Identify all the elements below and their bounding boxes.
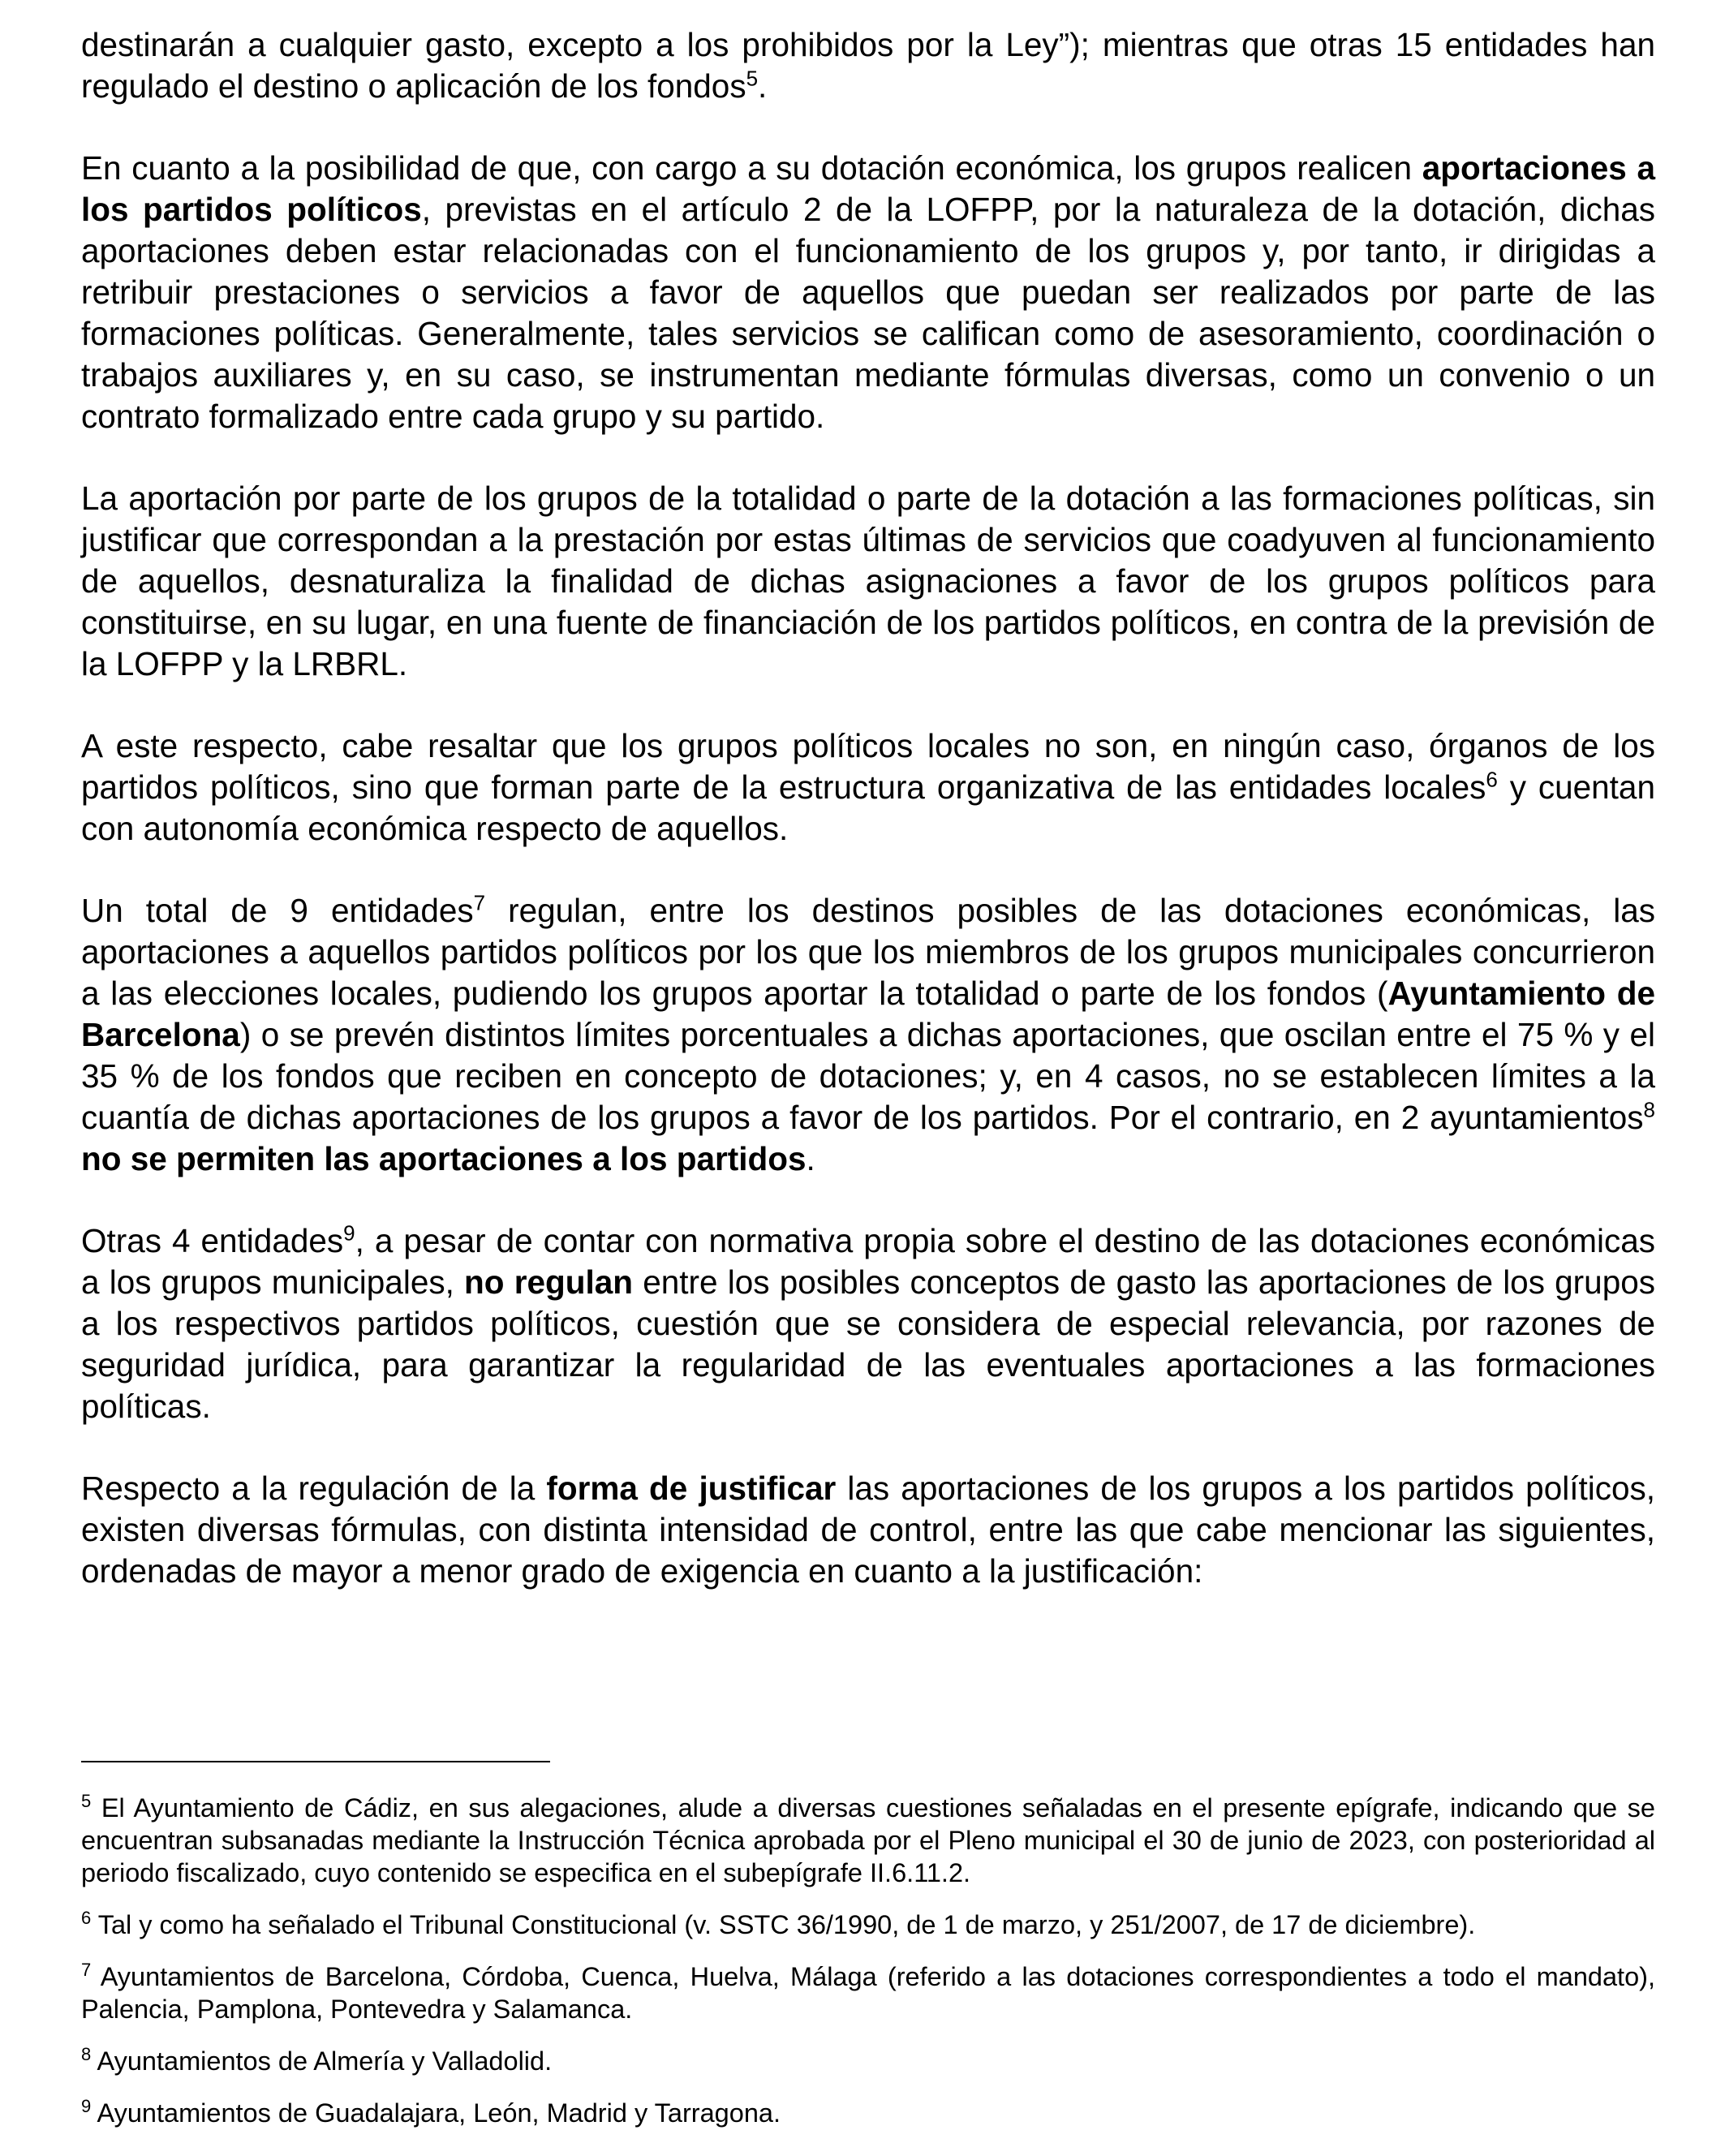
footnote-reference: 8 <box>1643 1097 1655 1122</box>
paragraph <box>81 478 1655 685</box>
paragraph <box>81 890 1655 1180</box>
footnote <box>81 1792 1655 1889</box>
footnote-text: El Ayuntamiento de Cádiz, en sus alegaciones, alude a diversas cuestiones señaladas en el presente epígrafe, indicando que se encuentran subsanadas mediante la Instrucción Técnica aprobada por el Pleno municipal el 30 de junio de 2023, con posterioridad al periodo fiscalizado, cuyo contenido se especifica en el subepígrafe II.6.11.2. <box>81 1793 1655 1887</box>
paragraph <box>81 1468 1655 1592</box>
paragraph-text: . <box>758 67 768 105</box>
paragraph-text: ) o se prevén distintos límites porcentuales a dichas aportaciones, que oscilan entre el 75 % y el 35 % de los fondos que reciben en concepto de dotaciones; y, en 4 casos, no se establecen límites a la cuantía de dichas aportaciones de los grupos a favor de los partidos. Por el contrario, en 2 ayuntamientos <box>81 1016 1655 1136</box>
footnote-number: 6 <box>81 1908 92 1929</box>
paragraph-text: entre los posibles conceptos de gasto las aportaciones de los grupos a los respectivos partidos políticos, cuestión que se considera de especial relevancia, por razones de seguridad jurídica, para garantizar la regularidad de las eventuales aportaciones a las formaciones políticas. <box>81 1263 1655 1425</box>
footnote-separator <box>81 1761 550 1762</box>
footnote-number: 8 <box>81 2044 92 2065</box>
document-body <box>81 24 1655 1633</box>
paragraph-text: y cuentan con autonomía económica respecto de aquellos. <box>81 768 1655 847</box>
bold-text: aportaciones a los partidos políticos <box>81 149 1656 228</box>
paragraph-text: destinarán a cualquier gasto, excepto a los prohibidos por la Ley”); mientras que otras 15 entidades han regulado el destino o aplicación de los fondos <box>81 26 1655 105</box>
footnote-text: Ayuntamientos de Barcelona, Córdoba, Cuenca, Huelva, Málaga (referido a las dotaciones correspondientes a todo el mandato), Palencia, Pamplona, Pontevedra y Salamanca. <box>81 1962 1655 2024</box>
paragraph-text: A este respecto, cabe resaltar que los grupos políticos locales no son, en ningún caso, órganos de los partidos políticos, sino que forman parte de la estructura organizativa de las entidades locales <box>81 727 1655 806</box>
footnote <box>81 1960 1655 2025</box>
paragraph <box>81 1220 1655 1427</box>
footnote <box>81 1909 1655 1941</box>
footnotes-section <box>81 1761 1655 2149</box>
footnote-text: Ayuntamientos de Guadalajara, León, Madrid y Tarragona. <box>91 2098 781 2128</box>
footnote-number: 9 <box>81 2096 92 2117</box>
paragraph <box>81 148 1655 437</box>
footnote-reference: 9 <box>343 1220 355 1246</box>
footnote-number: 7 <box>81 1960 92 1981</box>
bold-text: no regulan <box>464 1263 634 1301</box>
paragraph-text: , previstas en el artículo 2 de la LOFPP, por la naturaleza de la dotación, dichas aportaciones deben estar relacionadas con el funcionamiento de los grupos y, por tanto, ir dirigidas a retribuir prestaciones o servicios a favor de aquellos que puedan ser realizados por parte de las formaciones políticas. Generalmente, tales servicios se califican como de asesoramiento, coordinación o trabajos auxiliares y, en su caso, se instrumentan mediante fórmulas diversas, como un convenio o un contrato formalizado entre cada grupo y su partido. <box>81 191 1655 435</box>
footnote-text: Tal y como ha señalado el Tribunal Constitucional (v. SSTC 36/1990, de 1 de marzo, y 251/2007, de 17 de diciembre). <box>91 1910 1476 1939</box>
footnote <box>81 2097 1655 2129</box>
footnote-reference: 6 <box>1486 767 1498 792</box>
footnote-number: 5 <box>81 1791 92 1812</box>
paragraph-text: La aportación por parte de los grupos de la totalidad o parte de la dotación a las formaciones políticas, sin justificar que correspondan a la prestación por estas últimas de servicios que coadyuven al funcionamiento de aquellos, desnaturaliza la finalidad de dichas asignaciones a favor de los grupos políticos para constituirse, en su lugar, en una fuente de financiación de los partidos políticos, en contra de la previsión de la LOFPP y la LRBRL. <box>81 480 1655 682</box>
footnote-reference: 5 <box>746 66 759 91</box>
bold-text: Ayuntamiento de Barcelona <box>81 975 1655 1053</box>
footnote <box>81 2045 1655 2077</box>
footnote-text: Ayuntamientos de Almería y Valladolid. <box>91 2046 553 2076</box>
paragraph-text: las aportaciones de los grupos a los partidos políticos, existen diversas fórmulas, con distinta intensidad de control, entre las que cabe mencionar las siguientes, ordenadas de mayor a menor grado de exigencia en cuanto a la justificación: <box>81 1470 1656 1590</box>
paragraph-text: regulan, entre los destinos posibles de las dotaciones económicas, las aportaciones a aquellos partidos políticos por los que los miembros de los grupos municipales concurrieron a las elecciones locales, pudiendo los grupos aportar la totalidad o parte de los fondos ( <box>81 892 1655 1012</box>
paragraph <box>81 725 1655 850</box>
bold-text: forma de justificar <box>546 1470 837 1507</box>
paragraph-text: . <box>806 1140 815 1177</box>
paragraph-text: Respecto a la regulación de la <box>81 1470 547 1507</box>
paragraph-text: Otras 4 entidades <box>81 1222 344 1259</box>
paragraph-text: En cuanto a la posibilidad de que, con cargo a su dotación económica, los grupos realicen <box>81 149 1422 187</box>
footnote-reference: 7 <box>473 890 486 915</box>
paragraph-text: , a pesar de contar con normativa propia sobre el destino de las dotaciones económicas a los grupos municipales, <box>81 1222 1655 1301</box>
bold-text: no se permiten las aportaciones a los partidos <box>81 1140 807 1177</box>
paragraph <box>81 24 1655 107</box>
paragraph-text: Un total de 9 entidades <box>81 892 474 929</box>
